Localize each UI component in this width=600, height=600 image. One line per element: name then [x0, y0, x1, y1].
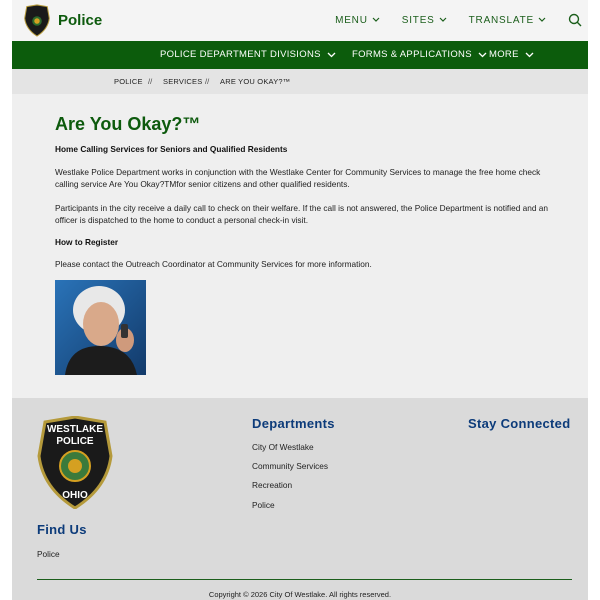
chevron-down-icon: [372, 17, 380, 23]
breadcrumb-services[interactable]: SERVICES: [163, 77, 203, 86]
site-footer: [12, 398, 588, 600]
site-header: [12, 0, 588, 41]
menu-label: MENU: [335, 14, 368, 26]
chevron-down-icon: [439, 17, 447, 23]
badge-middle-text: POLICE: [56, 436, 94, 447]
find-us-text: Police: [37, 549, 60, 559]
sites-label: SITES: [401, 14, 435, 26]
chevron-down-icon: [525, 52, 534, 58]
footer-link-police[interactable]: Police: [252, 500, 275, 510]
main-content: [12, 94, 588, 398]
footer-link-city-of-westlake[interactable]: City Of Westlake: [252, 442, 314, 452]
nav-item-police-department[interactable]: [160, 49, 267, 60]
search-icon[interactable]: [568, 13, 582, 27]
breadcrumb-police[interactable]: POLICE: [114, 77, 143, 86]
departments-heading: Departments: [252, 416, 335, 431]
page-title: Are You Okay?™: [55, 114, 201, 134]
police-badge-logo-icon[interactable]: [24, 4, 50, 37]
badge-top-text: WESTLAKE: [46, 424, 104, 435]
police-badge-logo-icon[interactable]: [37, 416, 113, 509]
breadcrumb-separator: //: [148, 77, 153, 86]
site-name[interactable]: Police: [58, 12, 103, 29]
register-paragraph: Please contact the Outreach Coordinator at Community Services for more information.: [55, 259, 372, 269]
nav-item-divisions[interactable]: [270, 49, 336, 60]
page-frame: [12, 0, 588, 600]
description-paragraph: Participants in the city receive a daily call to check on their welfare. If the call is not answered, the Police Department is notified and an officer is dispatched to the home to conduct a personal check-in visit.: [55, 203, 548, 225]
translate-button[interactable]: [469, 15, 546, 26]
footer-divider: [37, 579, 572, 580]
page-subtitle: Home Calling Services for Seniors and Qualified Residents: [55, 144, 288, 154]
sites-button[interactable]: [402, 15, 447, 26]
register-heading: How to Register: [55, 237, 119, 247]
chevron-down-icon: [538, 17, 546, 23]
intro-paragraph: Westlake Police Department works in conjunction with the Westlake Center for Community Services to manage the free home check calling service Are You Okay?TMfor senior citizens and other qualified residents.: [55, 167, 541, 189]
nav-item-forms-applications[interactable]: [352, 49, 487, 60]
nav-label: FORMS & APPLICATIONS: [352, 49, 472, 60]
main-nav: [12, 41, 588, 69]
chevron-down-icon: [478, 52, 487, 58]
nav-label: POLICE DEPARTMENT: [160, 49, 268, 60]
nav-label: MORE: [489, 49, 519, 60]
find-us-heading: Find Us: [37, 522, 87, 537]
senior-woman-photo: [55, 280, 146, 375]
nav-item-more[interactable]: [489, 49, 534, 60]
breadcrumb: [12, 69, 588, 94]
menu-button[interactable]: [335, 15, 380, 26]
nav-label: DIVISIONS: [270, 49, 321, 60]
breadcrumb-separator: //: [205, 77, 210, 86]
copyright: Copyright © 2026 City Of Westlake. All rights reserved.: [208, 590, 392, 599]
chevron-down-icon: [327, 52, 336, 58]
translate-label: TRANSLATE: [468, 14, 534, 26]
footer-link-community-services[interactable]: Community Services: [252, 461, 329, 471]
badge-bottom-text: OHIO: [62, 490, 88, 501]
utility-nav: [335, 13, 582, 27]
footer-link-recreation[interactable]: Recreation: [252, 480, 293, 490]
breadcrumb-current: ARE YOU OKAY?™: [220, 77, 291, 86]
stay-connected-heading: Stay Connected: [468, 416, 571, 431]
